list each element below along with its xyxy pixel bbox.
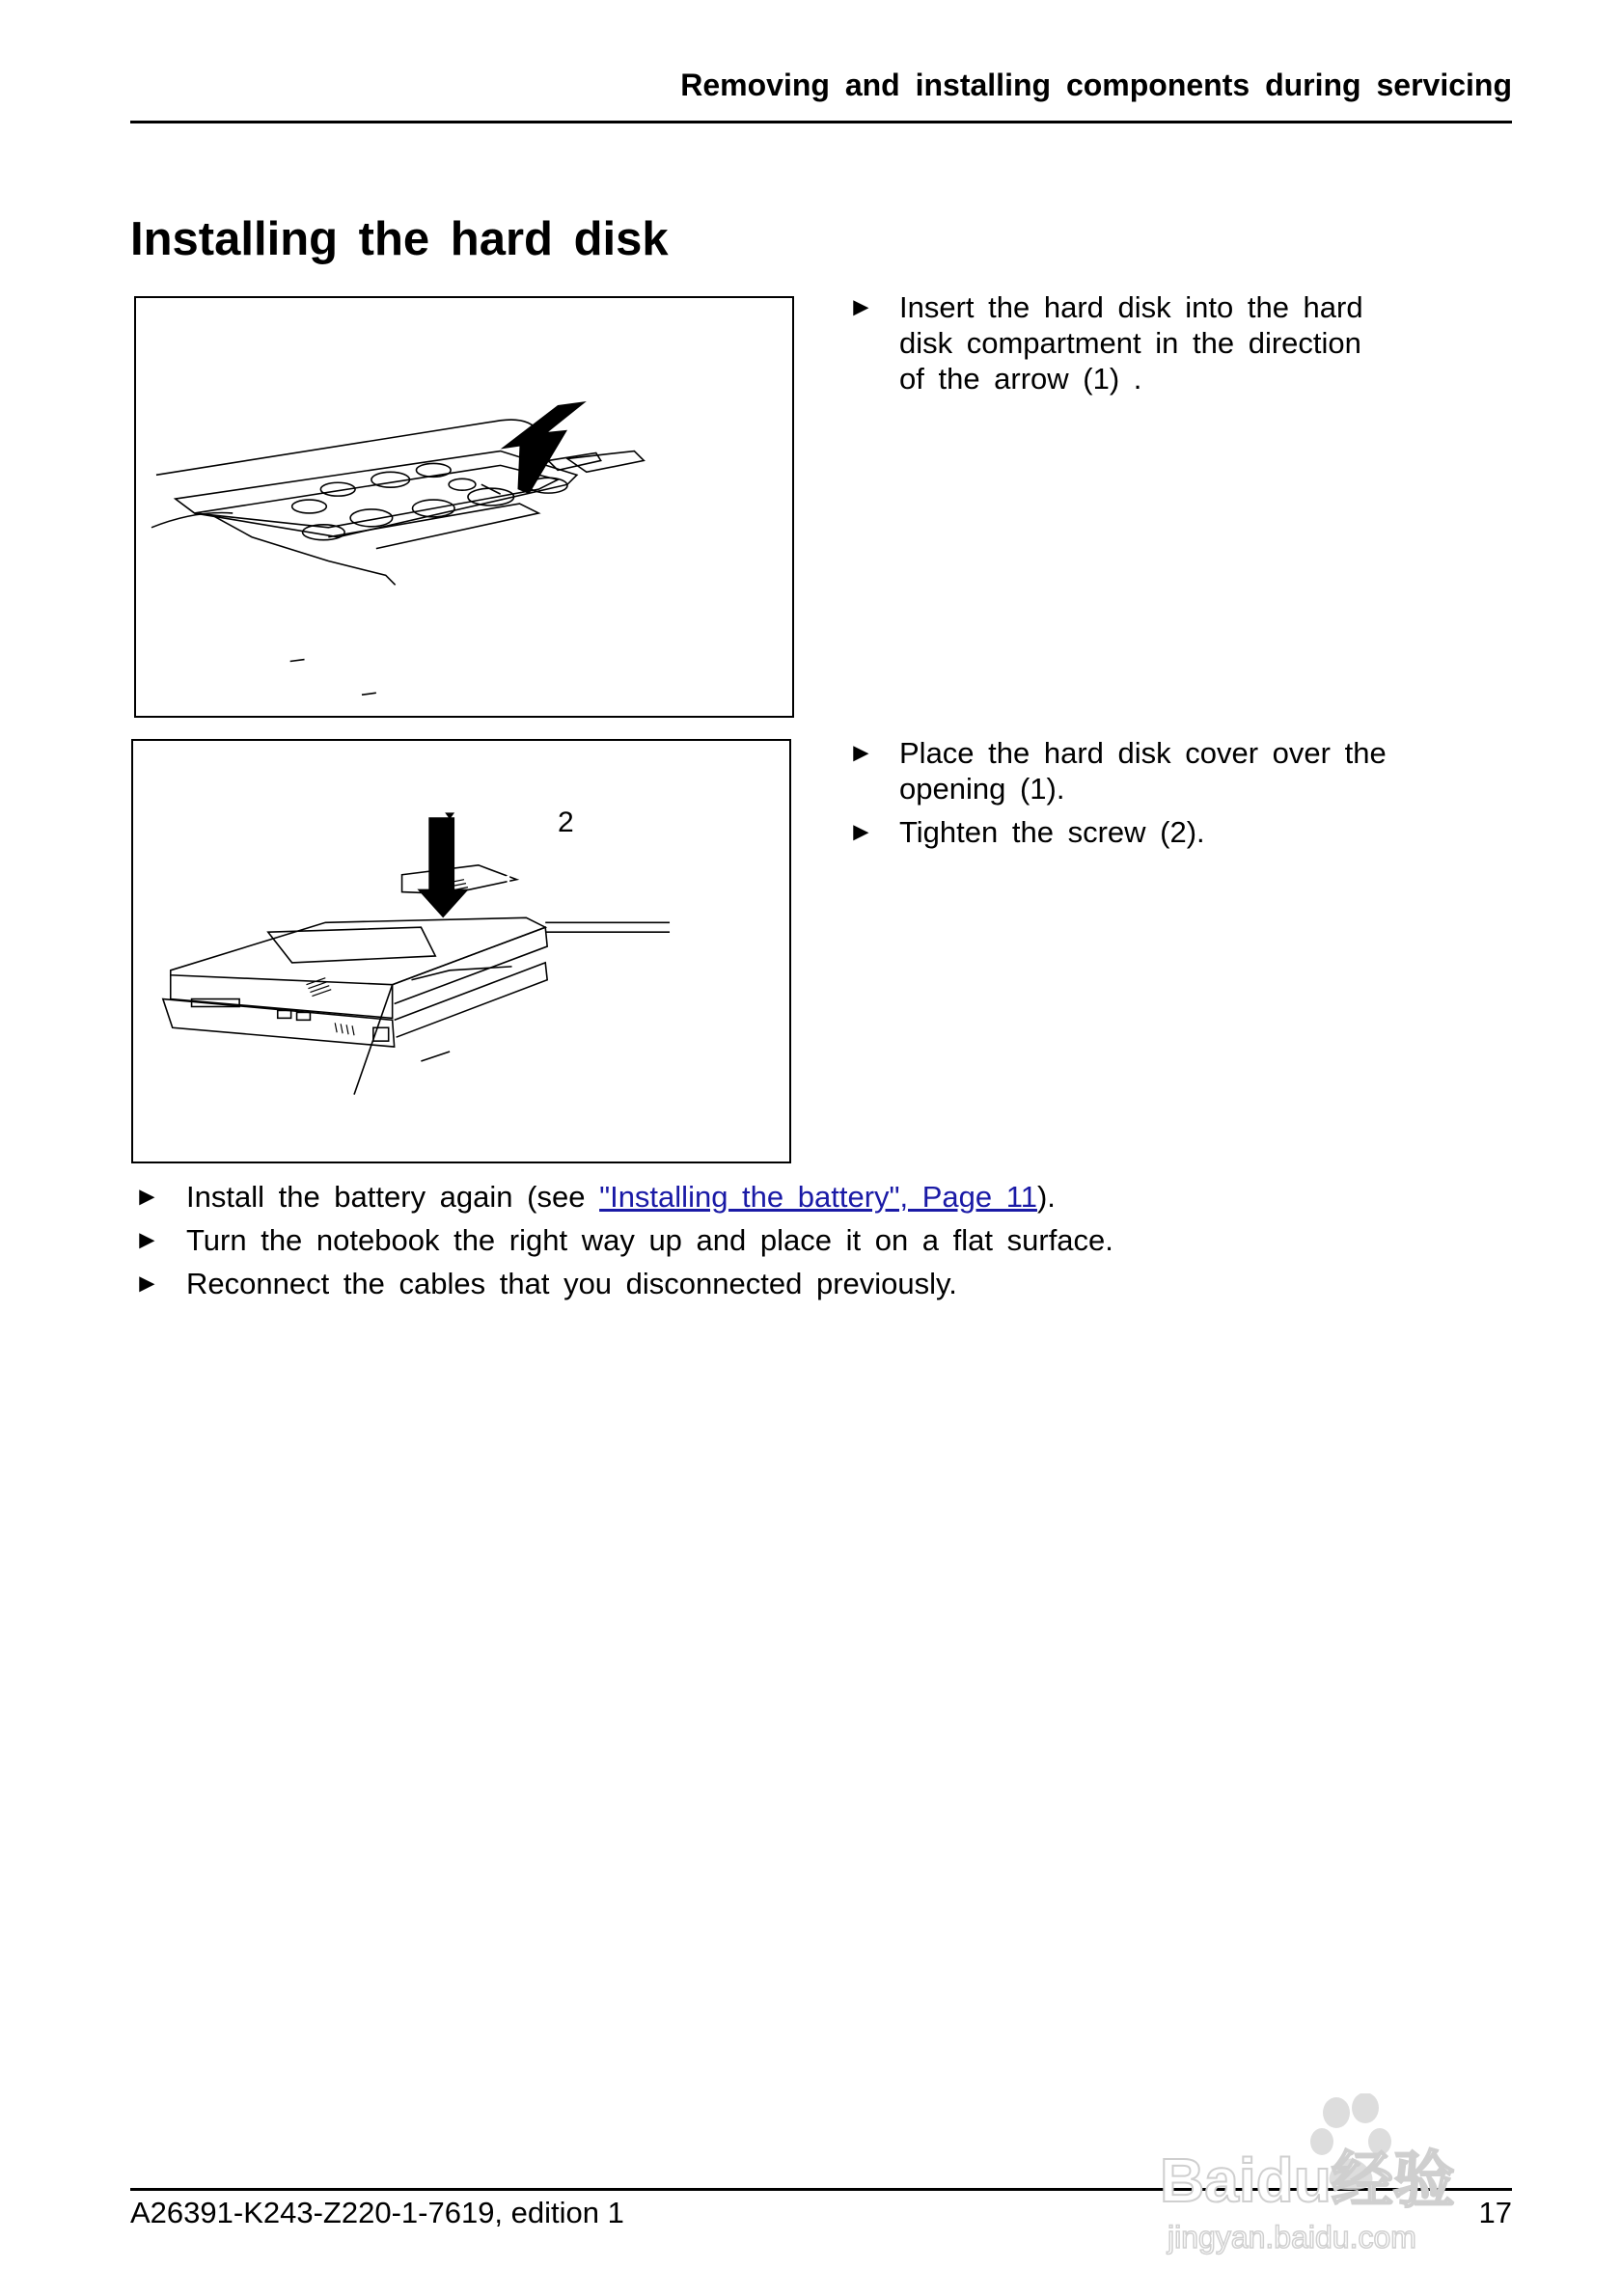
step-text: Tighten the screw (2). (899, 815, 1205, 849)
figure-insert-hard-disk (134, 296, 794, 718)
steps-figure-1 (848, 289, 1388, 404)
callout-1: 1 (500, 870, 516, 902)
bullet-arrow-icon: ► (134, 1269, 160, 1298)
bullet-arrow-icon: ► (134, 1225, 160, 1254)
list-item (848, 814, 1427, 850)
section-title: Installing the hard disk (130, 213, 669, 265)
battery-page-link[interactable]: "Installing the battery", Page 11 (599, 1180, 1037, 1214)
bullet-arrow-icon: ► (848, 292, 874, 321)
callout-1: 1 (558, 510, 575, 545)
bullet-arrow-icon: ► (848, 738, 874, 767)
figure-place-cover (131, 739, 791, 1163)
header-rule (130, 121, 1512, 123)
step-text-before: Install the battery again (see (186, 1180, 600, 1214)
steps-figure-2 (848, 735, 1427, 858)
page-number: 17 (1478, 2196, 1512, 2229)
step-text: Insert the hard disk into the hard disk compartment in the direction of the arrow (1) . (899, 290, 1363, 396)
list-item (848, 735, 1427, 806)
running-header: Removing and installing components during servicing (680, 68, 1512, 102)
step-text: Reconnect the cables that you disconnected previously. (186, 1267, 957, 1300)
notebook-underside-illustration (133, 741, 789, 1162)
list-item (134, 1222, 1113, 1258)
list-item (848, 289, 1388, 396)
bullet-arrow-icon: ► (848, 817, 874, 846)
watermark-brand: Baidu经验 (1160, 2146, 1455, 2215)
step-text: Place the hard disk cover over the opening (1). (899, 736, 1387, 806)
step-text: Turn the notebook the right way up and place it on a flat surface. (186, 1223, 1113, 1257)
watermark-logo (1148, 2093, 1534, 2257)
list-item (134, 1179, 1113, 1215)
bullet-arrow-icon: ► (134, 1182, 160, 1211)
list-item (134, 1266, 1113, 1301)
watermark-url: jingyan.baidu.com (1168, 2220, 1416, 2255)
step-text-after: ). (1036, 1180, 1056, 1214)
footer-doc-id: A26391-K243-Z220-1-7619, edition 1 (130, 2196, 624, 2229)
hard-disk-compartment-illustration (136, 298, 792, 716)
callout-2: 2 (558, 806, 574, 838)
steps-final (134, 1179, 1113, 1309)
